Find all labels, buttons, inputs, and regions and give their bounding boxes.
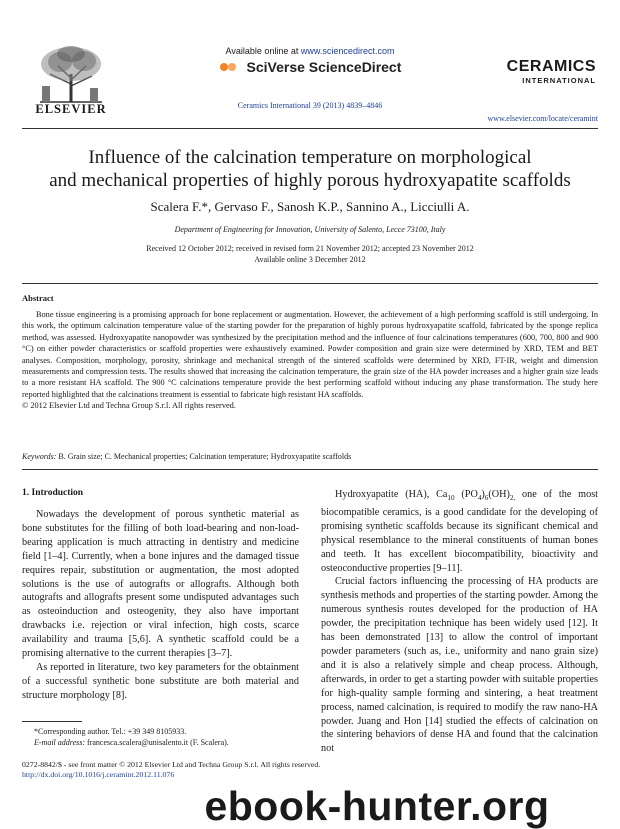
available-online: Available online at www.sciencedirect.com — [225, 46, 395, 56]
journal-logo-subtitle: INTERNATIONAL — [522, 76, 596, 85]
email-address[interactable]: francesca.scalera@unisalento.it (F. Scalera). — [85, 737, 229, 747]
bottom-info — [22, 760, 422, 780]
abstract-top-divider — [22, 283, 598, 284]
article-title: Influence of the calcination temperature on morphological and mechanical properties of highly porous hydroxyapatite scaffolds — [49, 147, 571, 191]
abstract-body — [22, 309, 598, 412]
intro-paragraph-2: As reported in literature, two key parameters for the obtainment of a successful synthetic bone substitute are both material and structure morphology [8]. — [22, 661, 299, 701]
intro-paragraph-1: Nowadays the development of porous synthetic material as bone substitutes for the filling of both load-bearing and non-load-bearing application is much attracting in dentistry and medicine field [1–4]. Currently, when a bone injures and the damaged tissue requires repair, substitution or augmentation, the most adopted solutions is the use of autografts or allografts. Although both autografts and allografts present some undisputed advantages such as osteoinduction and osteogenity, they also have important drawbacks i.e. rejection or viral infection, high costs, scarce availability and trauma [5,6]. A synthetic scaffold could be a promising alternative to the current therapies [3–7]. — [22, 509, 299, 660]
doi-link[interactable]: http://dx.doi.org/10.1016/j.ceramint.2012.11.076 — [22, 770, 175, 779]
sciencedirect-link[interactable]: www.sciencedirect.com — [300, 46, 395, 56]
watermark: ebook-hunter.org — [204, 783, 550, 829]
intro-paragraph-3: Hydroxyapatite (HA), $Ca_{10}$ $(PO_4)_6(OH)_{2,}$ one of the most biocompatible ceramics, is a good candidate for the developing of promising synthetic scaffolds because its significant chemical and physical resemblance to the mineral constituents of human bones and teeth. It has excellent biocompatibility, bioactivity and osteoconductive properties [9–11]. — [321, 489, 598, 574]
publisher-name: ELSEVIER — [35, 102, 107, 116]
footnote-divider — [22, 721, 82, 722]
keywords: Keywords: B. Grain size; C. Mechanical properties; Calcination temperature; Hydroxyapatite scaffolds — [22, 452, 352, 461]
author-list: Scalera F.*, Gervaso F., Sanosh K.P., Sannino A., Licciulli A. — [150, 199, 470, 214]
section-heading-introduction: 1. Introduction — [22, 488, 84, 498]
abstract-paragraph: Bone tissue engineering is a promising approach for bone replacement or augmentation. However, the achievement of a high performing scaffold is still undergoing. In this work, the optimum calcination temperature value of the starting powder for the preparation of highly porous hydroxyapatite scaffold, fabricated by the sponge replica method, was assessed. Hydroxyapatite nanopowder was synthesized by the precipitation method and the influence of four calcinations temperatures (600, 700, 800 and 900 °C) on either powder characteristics or scaffold properties were exhaustively examined. Powder composition and grain size were determined by XRD, TEM and BET analyses. Composition, morphology, porosity, shrinkage and mechanical strength of the sintered scaffolds were determined by XRD, FT-IR, weight and dimension measurements and compression tests. The results showed that increasing the calcination temperature, the grain size of the HA powder increases and a higher grain size leads to a more resistant HA scaffold. The 900 °C calcinations temperature provide the best performing scaffold without inducing any phase transformation. The study here reported highlighted that the calcinations treatment is essential to fabricate high resistant HA scaffolds. — [22, 310, 598, 399]
footnote — [22, 727, 299, 748]
elsevier-tree-logo — [30, 44, 112, 110]
journal-url-link[interactable]: www.elsevier.com/locate/ceramint — [487, 114, 598, 123]
column-left — [22, 508, 299, 703]
abstract-copyright: © 2012 Elsevier Ltd and Techna Group S.r.l. All rights reserved. — [22, 401, 236, 411]
sciverse-mark-icon — [219, 60, 243, 74]
sciverse-logo: SciVerse ScienceDirect — [178, 59, 442, 75]
abstract-heading: Abstract — [22, 293, 54, 303]
intro-paragraph-4: Crucial factors influencing the processing of HA products are synthesis methods and properties of the starting powder. Among the numerous synthesis routes developed for the production of HA powder, the precipitation technique has been widely used [12]. It has been demonstrated [13] to allow the control of important powder parameters (such as, i.e., uniformity and nano grain size) and it is also a relatively simple and cheap process. Although, afterwards, in order to get a starting powder with suitable properties for high-quality sample forming and sintering, a heat treatment process, named calcination, is required to modify the raw nano-HA powder. Juang and Hon [14] studied the effects of calcination on the sintering behaviors of dense HA and found that the calcination not — [321, 576, 598, 755]
journal-reference[interactable]: Ceramics International 39 (2013) 4839–4846 — [237, 101, 383, 110]
affiliation: Department of Engineering for Innovation, University of Salento, Lecce 73100, Italy — [174, 225, 446, 234]
corresponding-author: *Corresponding author. Tel.: +39 349 8105933. — [34, 727, 187, 736]
column-right — [321, 488, 598, 756]
issn-line: 0272-8842/$ - see front matter © 2012 Elsevier Ltd and Techna Group S.r.l. All rights reserved. — [22, 760, 321, 769]
email-line: E-mail address: francesca.scalera@unisalento.it (F. Scalera). — [34, 737, 229, 747]
header-divider — [22, 128, 598, 129]
abstract-bottom-divider — [22, 469, 598, 470]
article-history: Received 12 October 2012; received in revised form 21 November 2012; accepted 23 November 2012 Available online 3 December 2012 — [146, 244, 474, 264]
journal-logo-title: CERAMICS — [506, 58, 596, 75]
